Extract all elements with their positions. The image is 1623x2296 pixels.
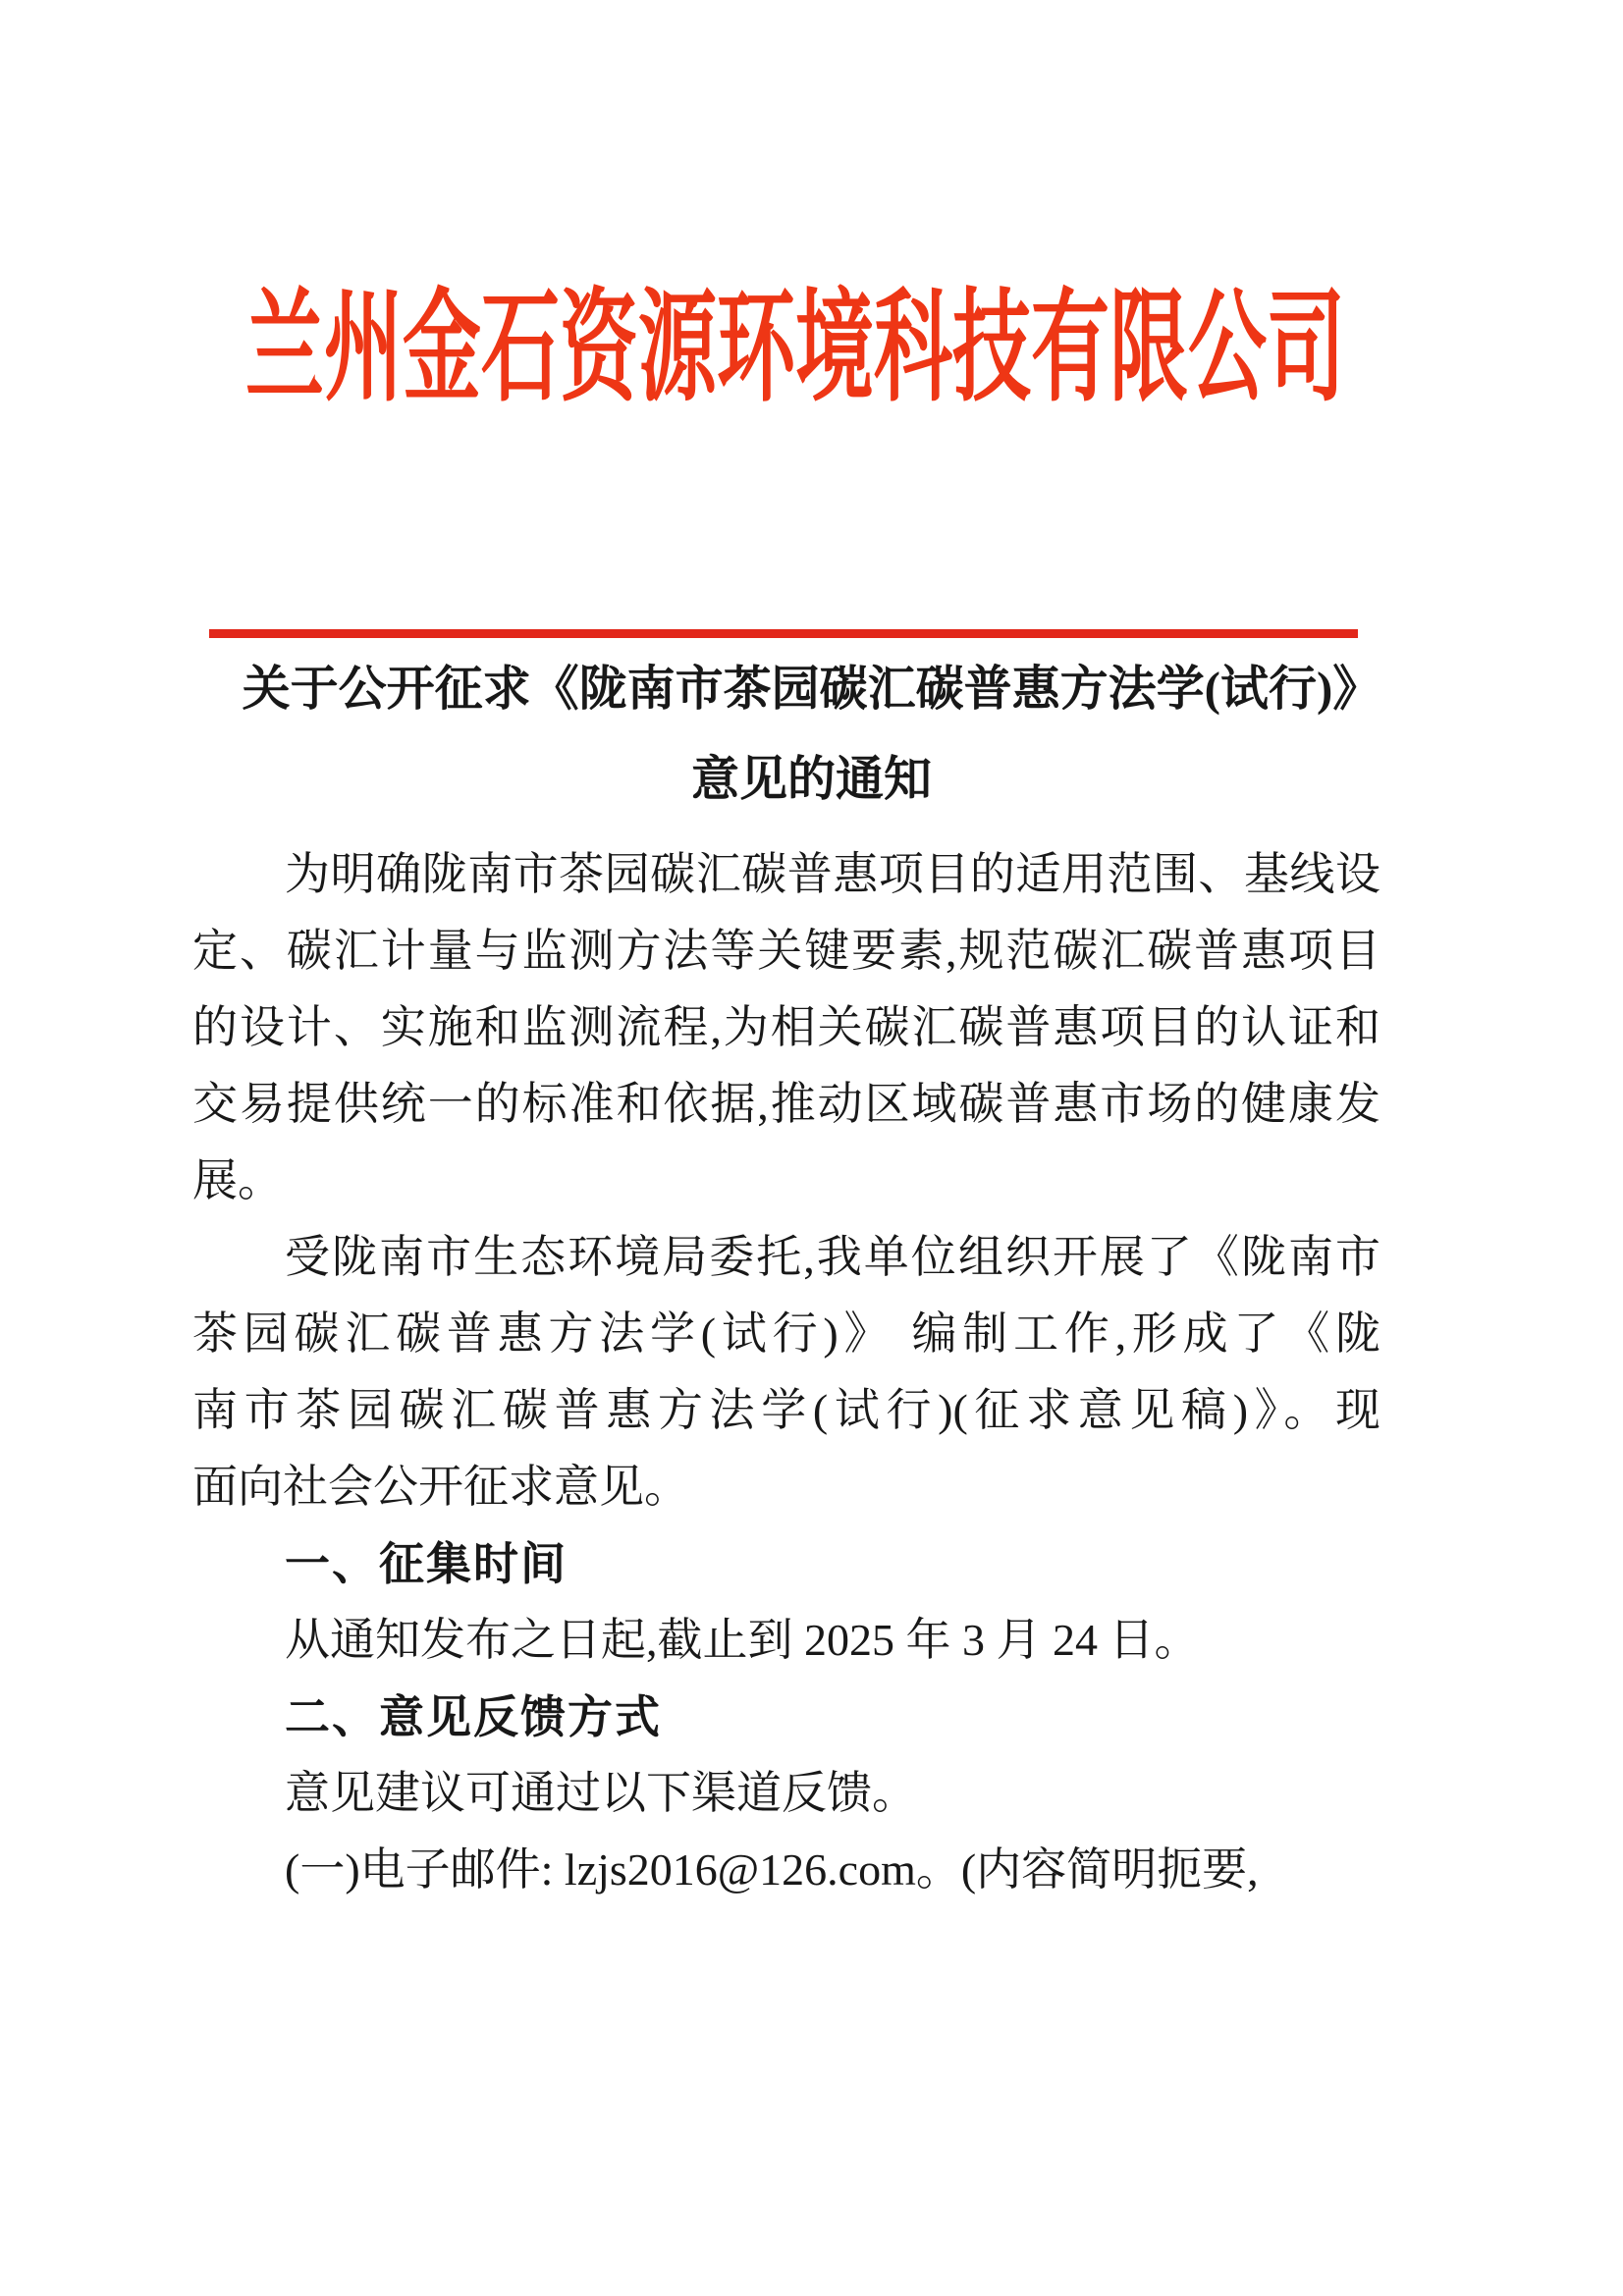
- body-line: 交易提供统一的标准和依据,推动区域碳普惠市场的健康发: [192, 1079, 1380, 1129]
- body-line: 为明确陇南市茶园碳汇碳普惠项目的适用范围、基线设: [285, 849, 1380, 899]
- body-line: 南市茶园碳汇碳普惠方法学(试行)(征求意见稿)》。现: [192, 1385, 1380, 1435]
- section-heading: 二、意见反馈方式: [285, 1691, 662, 1742]
- body-line: 面向社会公开征求意见。: [192, 1462, 689, 1512]
- body-line: 受陇南市生态环境局委托,我单位组织开展了《陇南市: [285, 1232, 1380, 1282]
- body-line: 茶园碳汇碳普惠方法学(试行)》 编制工作,形成了《陇: [192, 1308, 1380, 1359]
- notice-title-line2: 意见的通知: [690, 752, 932, 806]
- body-line: 的设计、实施和监测流程,为相关碳汇碳普惠项目的认证和: [192, 1002, 1380, 1052]
- body-line: 从通知发布之日起,截止到 2025 年 3 月 24 日。: [285, 1615, 1200, 1665]
- letterhead-company-name: 兰州金石资源环境科技有限公司: [245, 282, 1345, 417]
- section-heading: 一、征集时间: [285, 1538, 568, 1589]
- notice-body: [192, 836, 1380, 1908]
- notice-title: [0, 644, 1623, 825]
- body-line: 展。: [192, 1155, 283, 1205]
- letterhead-divider-line: [209, 629, 1358, 638]
- body-line: 意见建议可通过以下渠道反馈。: [285, 1768, 917, 1818]
- body-line: (一)电子邮件: lzjs2016@126.com。(内容简明扼要,: [285, 1844, 1259, 1895]
- notice-title-line1: 关于公开征求《陇南市茶园碳汇碳普惠方法学(试行)》: [242, 662, 1381, 716]
- body-line: 定、碳汇计量与监测方法等关键要素,规范碳汇碳普惠项目: [192, 926, 1380, 976]
